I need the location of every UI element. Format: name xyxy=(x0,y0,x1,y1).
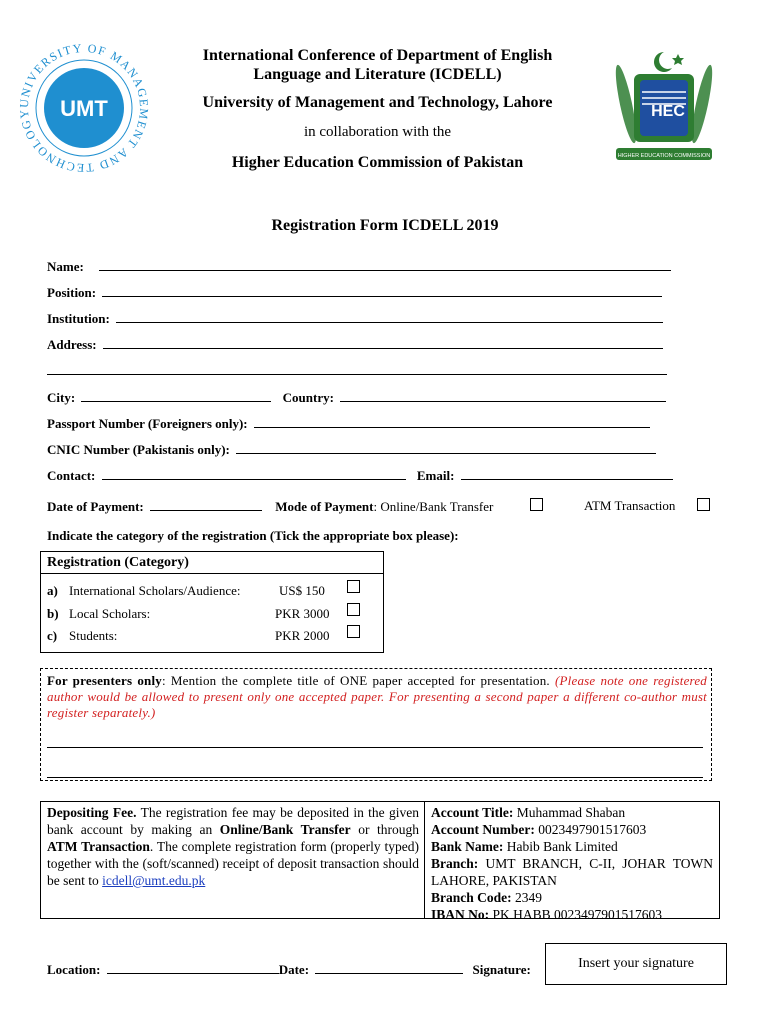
name-row xyxy=(47,258,671,275)
institution-field[interactable] xyxy=(116,310,663,323)
position-row xyxy=(47,284,662,301)
bank-branch: Branch: UMT BRANCH, C-II, JOHAR TOWN LAHORE, PAKISTAN xyxy=(431,856,713,888)
bank-name: Bank Name: Habib Bank Limited xyxy=(431,839,618,854)
city-label: City: xyxy=(47,390,76,405)
date-payment-field[interactable] xyxy=(150,498,262,511)
deposit-text-3: . The complete registration form (properly typed) together with the (soft/scanned) receipt of deposit transaction should be sent to xyxy=(47,839,419,888)
category-letter-a: a) xyxy=(47,583,58,598)
category-fee-a: US$ 150 xyxy=(279,583,325,598)
email-label: Email: xyxy=(416,468,455,483)
deposit-text-1: The registration fee may be deposited in the given bank account by making an xyxy=(47,805,419,837)
location-label: Location: xyxy=(47,962,101,977)
cnic-row xyxy=(47,441,656,458)
conference-line-1: International Conference of Department of English xyxy=(202,47,553,64)
category-checkbox-b[interactable] xyxy=(347,603,360,619)
deposit-text xyxy=(47,804,419,889)
deposit-bold-3: ATM Transaction xyxy=(47,839,150,854)
contact-email-row xyxy=(47,467,673,484)
hec-logo-text: HEC xyxy=(651,103,685,120)
date-field[interactable] xyxy=(315,961,463,974)
footer-row xyxy=(47,961,531,978)
category-row-c xyxy=(47,628,377,644)
bank-account-title: Account Title: Muhammad Shaban xyxy=(431,805,626,820)
passport-field[interactable] xyxy=(254,415,650,428)
bank-account-number: Account Number: 0023497901517603 xyxy=(431,822,647,837)
mode-payment-label: Mode of Payment xyxy=(275,499,374,514)
deposit-bank-table xyxy=(40,801,720,922)
category-fee-c: PKR 2000 xyxy=(275,628,330,643)
date-payment-label: Date of Payment: xyxy=(47,499,144,514)
category-row-a xyxy=(47,583,377,599)
address-field[interactable] xyxy=(103,336,663,349)
category-title: Registration (Category) xyxy=(47,555,189,570)
date-label: Date: xyxy=(278,962,310,977)
address-row-2 xyxy=(47,362,667,379)
signature-box-text: Insert your signature xyxy=(578,956,694,971)
passport-row xyxy=(47,415,650,432)
bank-details xyxy=(431,804,713,923)
paper-title-line-2[interactable] xyxy=(47,776,703,778)
conference-title xyxy=(150,46,605,84)
category-checkbox-c[interactable] xyxy=(347,625,360,641)
passport-label: Passport Number (Foreigners only): xyxy=(47,416,248,431)
location-field[interactable] xyxy=(107,961,279,974)
umt-logo xyxy=(14,38,154,178)
deposit-bold-1: Depositing Fee. xyxy=(47,805,137,820)
presenters-box xyxy=(40,668,712,781)
contact-field[interactable] xyxy=(102,467,406,480)
category-fee-b: PKR 3000 xyxy=(275,606,330,621)
address-field-2[interactable] xyxy=(47,362,667,375)
category-letter-c: c) xyxy=(47,628,58,643)
category-letter-b: b) xyxy=(47,606,59,621)
mode-payment-value: : Online/Bank Transfer xyxy=(373,499,494,514)
collaboration-text: in collaboration with the xyxy=(303,124,452,140)
online-transfer-checkbox[interactable] xyxy=(530,497,543,515)
position-label: Position: xyxy=(47,285,97,300)
umt-ring-text: UNIVERSITY OF MANAGEMENT AND TECHNOLOGY xyxy=(16,40,152,176)
conference-line-2: Language and Literature (ICDELL) xyxy=(253,66,502,83)
deposit-text-2: or through xyxy=(350,822,419,837)
category-row-b xyxy=(47,606,377,622)
name-label: Name: xyxy=(47,259,84,274)
presenters-text xyxy=(47,673,707,721)
cnic-field[interactable] xyxy=(236,441,656,454)
name-field[interactable] xyxy=(99,258,671,271)
deposit-email-link[interactable]: icdell@umt.edu.pk xyxy=(102,873,206,888)
paper-title-line-1[interactable] xyxy=(47,746,703,748)
presenters-note: (Please note one registered author would be allowed to present only one accepted paper. For presenting a second paper a different co-author must register separately.) xyxy=(47,673,708,720)
category-label-c: Students: xyxy=(69,628,118,643)
presenters-bold: For presenters only xyxy=(47,673,162,688)
payment-row xyxy=(47,498,493,515)
bank-branch-code: Branch Code: 2349 xyxy=(431,890,542,905)
atm-checkbox[interactable] xyxy=(697,497,710,515)
presenters-normal: : Mention the complete title of ONE paper accepted for presentation. xyxy=(161,673,550,688)
country-label: Country: xyxy=(282,390,334,405)
position-field[interactable] xyxy=(102,284,662,297)
category-instruction: Indicate the category of the registration (Tick the appropriate box please): xyxy=(47,528,459,543)
category-checkbox-a[interactable] xyxy=(347,580,360,596)
category-label-b: Local Scholars: xyxy=(69,606,151,621)
country-field[interactable] xyxy=(340,389,666,402)
category-label-a: International Scholars/Audience: xyxy=(69,583,241,598)
bank-iban: IBAN No: PK HABB 0023497901517603 xyxy=(431,907,663,922)
hec-logo xyxy=(604,44,724,174)
signature-label: Signature: xyxy=(472,962,531,977)
cnic-label: CNIC Number (Pakistanis only): xyxy=(47,442,230,457)
contact-label: Contact: xyxy=(47,468,96,483)
atm-label: ATM Transaction xyxy=(584,498,676,513)
signature-box[interactable] xyxy=(545,943,727,985)
city-country-row xyxy=(47,389,666,406)
hec-ribbon-text: HIGHER EDUCATION COMMISSION xyxy=(617,153,711,159)
institution-label: Institution: xyxy=(47,311,110,326)
university-name: University of Management and Technology, Lahore xyxy=(202,94,553,111)
address-row xyxy=(47,336,663,353)
form-title: Registration Form ICDELL 2019 xyxy=(271,217,499,234)
deposit-bold-2: Online/Bank Transfer xyxy=(219,822,351,837)
email-field[interactable] xyxy=(461,467,673,480)
address-label: Address: xyxy=(47,337,97,352)
hec-name: Higher Education Commission of Pakistan xyxy=(231,154,524,171)
umt-logo-text: UMT xyxy=(60,96,108,121)
institution-row xyxy=(47,310,663,327)
city-field[interactable] xyxy=(81,389,271,402)
